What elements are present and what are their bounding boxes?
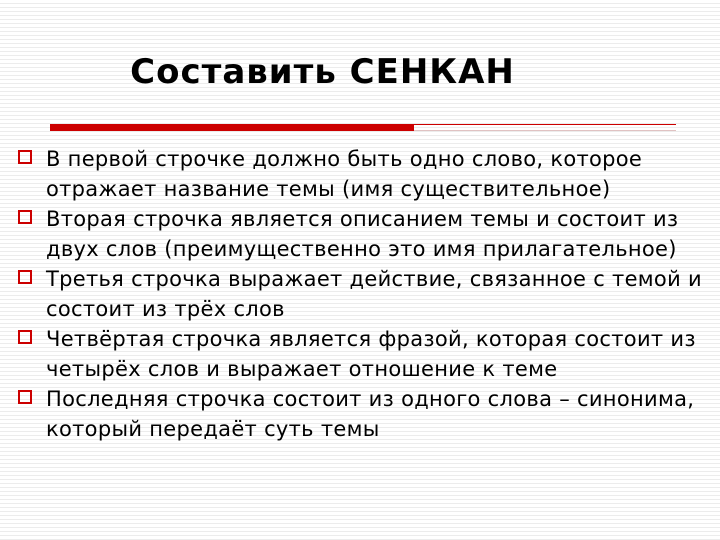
bullet-text: Четвёртая строчка является фразой, которая состоит из четырёх слов и выражает отношение к теме	[46, 327, 696, 381]
hollow-square-bullet-icon	[18, 330, 32, 344]
bullet-item	[18, 384, 708, 444]
slide-title: Составить СЕНКАН	[130, 52, 515, 92]
hollow-square-bullet-icon	[18, 150, 32, 164]
bullet-text: Последняя строчка состоит из одного слова – синонима, который передаёт суть темы	[46, 387, 695, 441]
hollow-square-bullet-icon	[18, 270, 32, 284]
bullet-text: Вторая строчка является описанием темы и состоит из двух слов (преимущественно это имя прилагательное)	[46, 207, 679, 261]
title-underline-thin	[414, 124, 676, 125]
bullet-text: Третья строчка выражает действие, связанное с темой и состоит из трёх слов	[46, 267, 702, 321]
bullet-item	[18, 264, 708, 324]
hollow-square-bullet-icon	[18, 390, 32, 404]
title-underline-thin-lower	[414, 130, 676, 131]
bullet-item	[18, 204, 708, 264]
slide-title-container	[0, 50, 720, 94]
bullet-item	[18, 144, 708, 204]
bullet-item	[18, 324, 708, 384]
title-underline-thick	[50, 124, 414, 131]
bullet-text: В первой строчке должно быть одно слово, которое отражает название темы (имя существительное)	[46, 147, 643, 201]
hollow-square-bullet-icon	[18, 210, 32, 224]
bullet-list	[18, 144, 708, 444]
